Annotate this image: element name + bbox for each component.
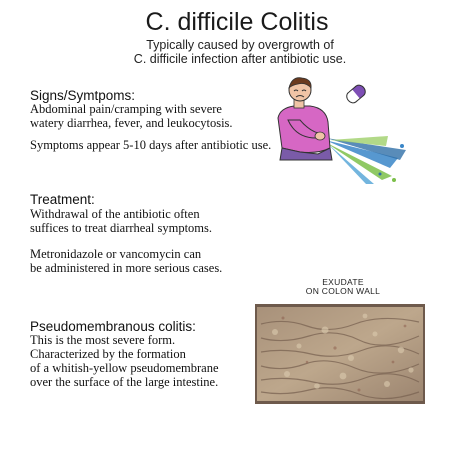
pseudomembranous-heading: Pseudomembranous colitis: — [30, 319, 196, 334]
diarrhea-splash-icon — [325, 136, 406, 184]
page-title: C. difficile Colitis — [145, 8, 329, 36]
image-caption-line-1: EXUDATE — [322, 277, 364, 287]
colon-wall-exudate-photo — [255, 304, 425, 404]
treatment-paragraph-1: Withdrawal of the antibiotic often suffices to treat diarrheal symptoms. — [30, 207, 213, 235]
symptoms-paragraph-2: Symptoms appear 5-10 days after antibiotic use. — [30, 138, 272, 152]
image-caption-line-2: ON COLON WALL — [305, 286, 381, 296]
subtitle-line-1: Typically caused by overgrowth of — [146, 38, 334, 52]
treatment-heading: Treatment: — [30, 192, 95, 207]
treatment-paragraph-2: Metronidazole or vancomycin can be administered in more serious cases. — [30, 247, 223, 275]
symptoms-paragraph-1: Abdominal pain/cramping with severe watery diarrhea, fever, and leukocytosis. — [30, 102, 233, 130]
image-caption — [288, 278, 398, 296]
pseudomembranous-paragraph: This is the most severe form. Characterized by the formation of a whitish-yellow pseudomembrane over the surface of the large intestine. — [30, 333, 219, 389]
pill-capsule-icon — [344, 83, 367, 105]
symptoms-heading: Signs/Symtpoms: — [30, 88, 136, 103]
subtitle — [100, 38, 380, 66]
abdominal-pain-illustration — [270, 76, 410, 186]
subtitle-line-2: C. difficile infection after antibiotic use. — [133, 52, 347, 66]
